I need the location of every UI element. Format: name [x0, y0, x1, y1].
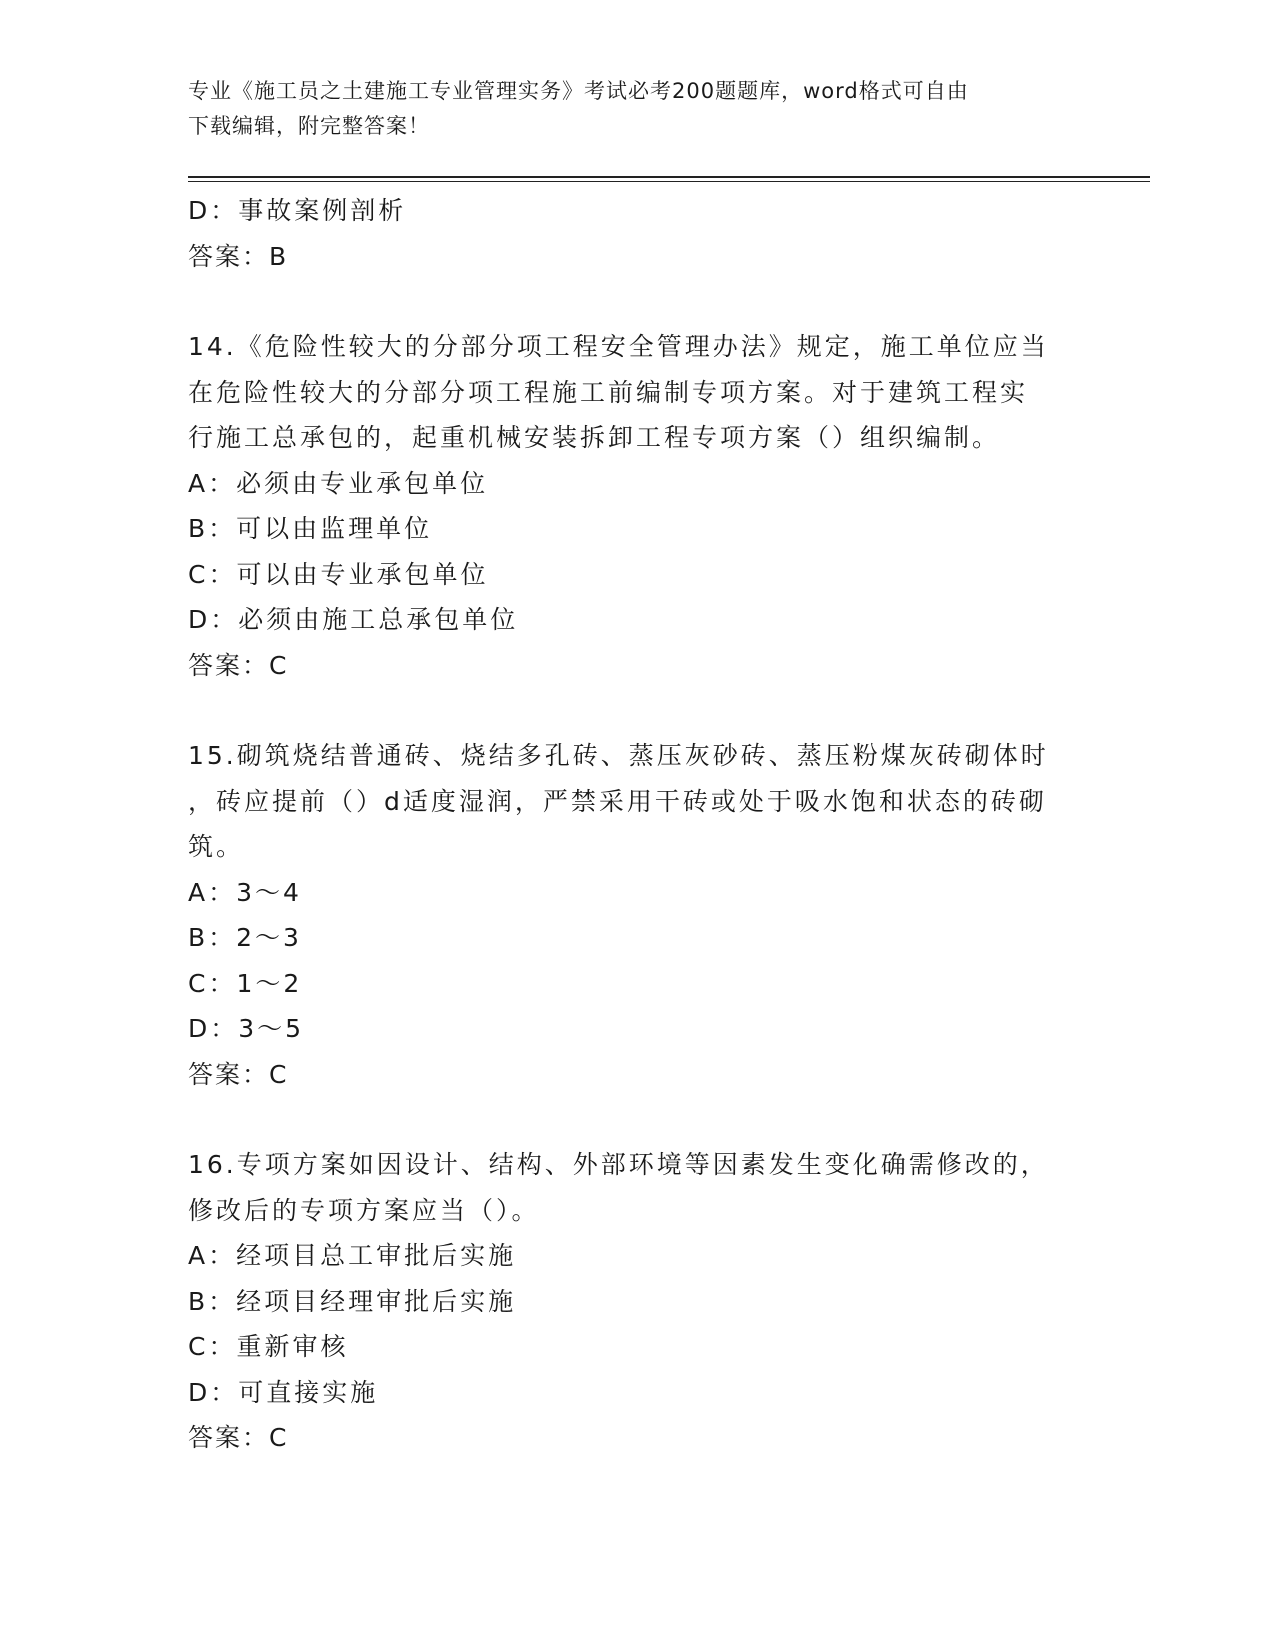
question-16: [188, 1142, 1088, 1461]
option-c: C：可以由专业承包单位: [188, 559, 489, 589]
answer: 答案：C: [188, 1059, 289, 1089]
header-rule: [188, 181, 1150, 182]
header-line: 下载编辑，附完整答案！: [188, 114, 430, 138]
question-stem: 在危险性较大的分部分项工程施工前编制专项方案。对于建筑工程实: [188, 377, 1029, 407]
option-d: D：可直接实施: [188, 1377, 379, 1407]
option-a: A：3～4: [188, 877, 302, 907]
option-c: C：重新审核: [188, 1332, 349, 1361]
question-14: [188, 324, 1088, 688]
question-stem: ，砖应提前（）d适度湿润，严禁采用干砖或处于吸水饱和状态的砖砌: [188, 786, 1047, 816]
question-15: [188, 733, 1088, 1097]
option-b: B：经项目经理审批后实施: [188, 1286, 517, 1316]
question-stem: 筑。: [188, 832, 245, 861]
option-d: D：事故案例剖析: [188, 196, 407, 225]
option-a: A：必须由专业承包单位: [188, 468, 489, 498]
question-stem: 行施工总承包的，起重机械安装拆卸工程专项方案（）组织编制。: [188, 423, 1001, 452]
option-c: C：1～2: [188, 968, 303, 998]
answer: 答案：C: [188, 1423, 289, 1452]
option-b: B：2～3: [188, 923, 302, 952]
option-a: A：经项目总工审批后实施: [188, 1241, 517, 1270]
answer: 答案：C: [188, 650, 289, 680]
answer: 答案：B: [188, 241, 289, 271]
question-stem: 16.专项方案如因设计、结构、外部环境等因素发生变化确需修改的，: [188, 1150, 1049, 1179]
question-stem: 修改后的专项方案应当（）。: [188, 1195, 540, 1225]
header-rule: [188, 176, 1150, 178]
question-list: [188, 188, 1088, 1461]
option-d: D：3～5: [188, 1014, 305, 1043]
option-d: D：必须由施工总承包单位: [188, 605, 519, 634]
question-stem: 15.砌筑烧结普通砖、烧结多孔砖、蒸压灰砂砖、蒸压粉煤灰砖砌体时: [188, 741, 1049, 770]
header-line: 专业《施工员之土建施工专业管理实务》考试必考200题题库，word格式可自由: [188, 79, 969, 103]
question-stem: 14.《危险性较大的分部分项工程安全管理办法》规定，施工单位应当: [188, 332, 1049, 361]
option-b: B：可以由监理单位: [188, 514, 433, 543]
question-13-tail: [188, 188, 1088, 279]
page-header: [188, 74, 1088, 144]
